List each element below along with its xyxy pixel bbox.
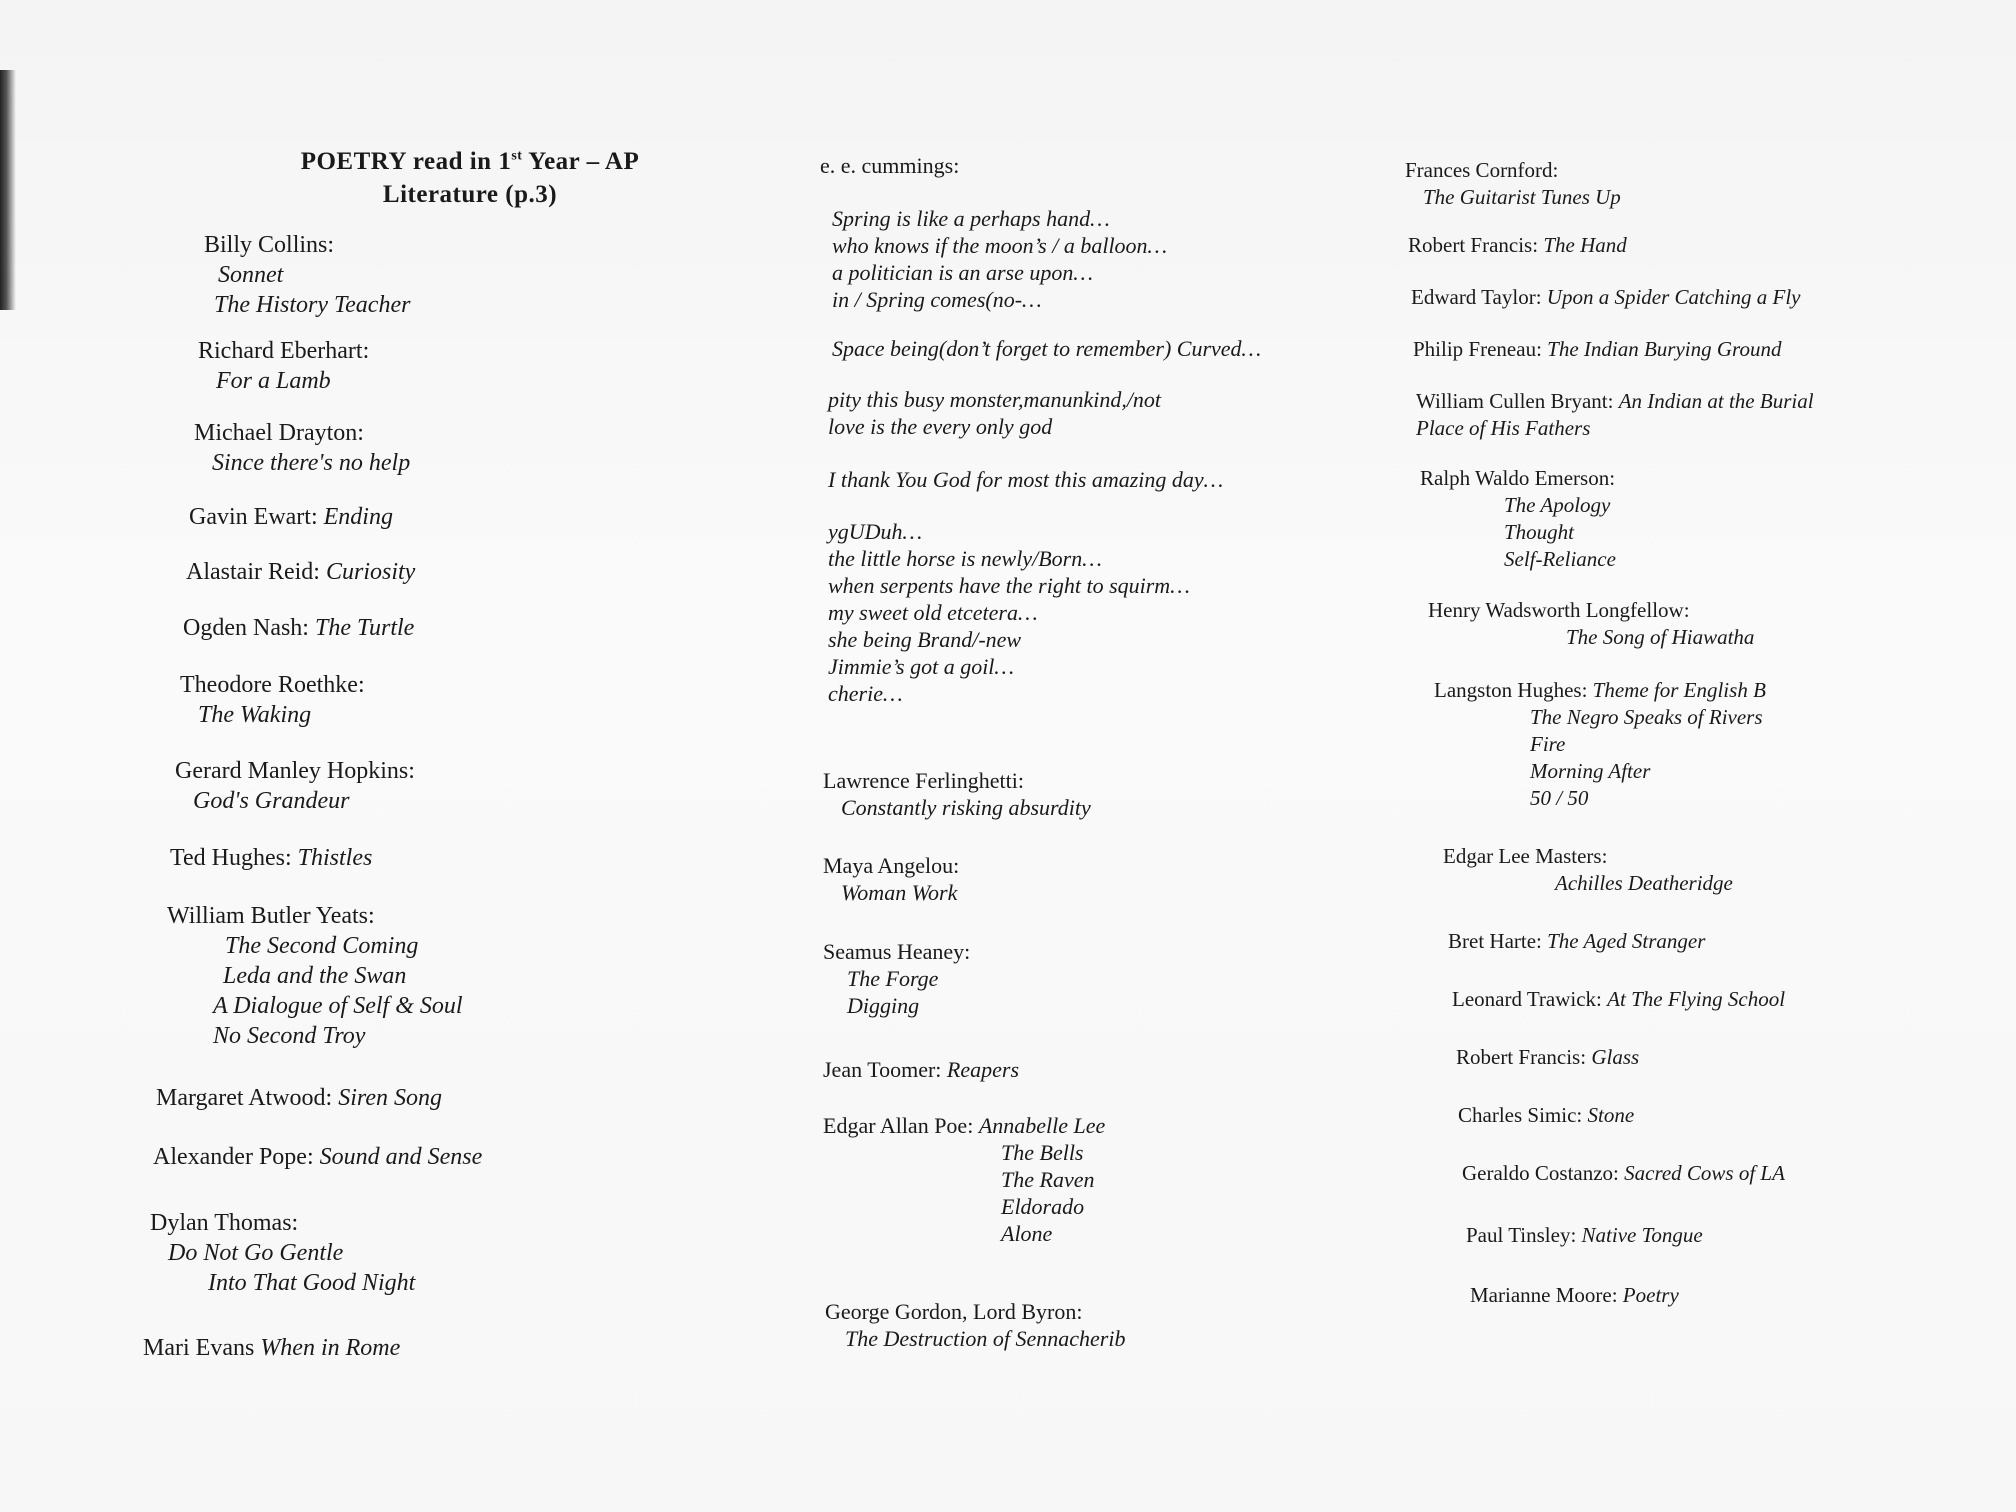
author-name: Ted Hughes: bbox=[170, 845, 292, 871]
entry-heading bbox=[170, 843, 372, 873]
poem-title: Jimmie’s got a goil… bbox=[828, 654, 1014, 679]
author-name: Ralph Waldo Emerson: bbox=[1420, 466, 1616, 490]
poem-title: when serpents have the right to squirm… bbox=[828, 573, 1190, 598]
entry-heading bbox=[825, 1298, 1125, 1325]
poet-entry-ralph-waldo-emerson bbox=[1420, 465, 1616, 573]
entry-heading bbox=[186, 557, 415, 587]
poem-title: The History Teacher bbox=[214, 292, 411, 318]
poem-title: Poetry bbox=[1622, 1283, 1679, 1307]
author-name: Jean Toomer: bbox=[823, 1057, 942, 1082]
poet-entry-philip-freneau bbox=[1413, 336, 1781, 363]
poem-title: she being Brand/-new bbox=[828, 627, 1022, 652]
entry-heading bbox=[1443, 843, 1733, 870]
entry-heading bbox=[1411, 284, 1801, 311]
poet-entry-george-gordon-lord-byron bbox=[825, 1298, 1125, 1352]
poet-entry-edward-taylor bbox=[1411, 284, 1801, 311]
author-name: Billy Collins: bbox=[204, 232, 335, 258]
entry-heading bbox=[153, 1142, 482, 1172]
entry-heading bbox=[1420, 465, 1616, 492]
poem-title: The Destruction of Sennacherib bbox=[845, 1326, 1126, 1351]
poem-title: Glass bbox=[1591, 1045, 1640, 1069]
poem-title: The Negro Speaks of Rivers bbox=[1530, 705, 1763, 729]
author-name: Maya Angelou: bbox=[823, 853, 960, 878]
poem-title: Self-Reliance bbox=[1504, 547, 1616, 571]
poem-title: Annabelle Lee bbox=[978, 1113, 1106, 1138]
poem-title: Eldorado bbox=[1001, 1194, 1085, 1219]
poem-title: Digging bbox=[847, 993, 920, 1018]
poet-entry-william-butler-yeats bbox=[167, 901, 463, 1051]
poem-title: I thank You God for most this amazing day… bbox=[828, 467, 1224, 492]
poet-entry-seamus-heaney bbox=[823, 938, 970, 1019]
poem-title: God's Grandeur bbox=[193, 788, 350, 814]
poem-title: Sacred Cows of LA bbox=[1624, 1161, 1785, 1185]
poet-entry-col2-group-3 bbox=[828, 386, 1161, 440]
author-name: Mari Evans bbox=[143, 1335, 255, 1361]
poem-title: Leda and the Swan bbox=[223, 963, 407, 989]
poem-title: Ending bbox=[323, 504, 393, 530]
poet-entry-bret-harte bbox=[1448, 928, 1705, 955]
entry-heading bbox=[1466, 1222, 1703, 1249]
poem-title: Into That Good Night bbox=[208, 1270, 416, 1296]
poet-entry-henry-wadsworth-longfellow bbox=[1428, 597, 1754, 651]
poem-title: my sweet old etcetera… bbox=[828, 600, 1038, 625]
entry-heading bbox=[823, 1056, 1019, 1083]
poem-title: Since there's no help bbox=[212, 450, 411, 476]
poet-entry-e-e-cummings bbox=[820, 152, 959, 179]
entry-heading bbox=[189, 502, 393, 532]
page-edge-shadow bbox=[0, 70, 16, 310]
poet-entry-leonard-trawick bbox=[1452, 986, 1785, 1013]
poem-title: Curiosity bbox=[325, 559, 416, 585]
poet-entry-maya-angelou bbox=[823, 852, 959, 906]
poem-title: The Forge bbox=[847, 966, 939, 991]
poem-title: The Second Coming bbox=[225, 933, 419, 959]
poem-title: The Raven bbox=[1001, 1167, 1095, 1192]
poem-title: Sonnet bbox=[218, 262, 284, 288]
poem-title: Morning After bbox=[1530, 759, 1651, 783]
poem-title: For a Lamb bbox=[216, 368, 331, 394]
poem-title: The Bells bbox=[1001, 1140, 1084, 1165]
author-name: Theodore Roethke: bbox=[180, 672, 365, 698]
author-name: Dylan Thomas: bbox=[150, 1210, 299, 1236]
poet-entry-margaret-atwood bbox=[156, 1083, 442, 1113]
poem-title: At The Flying School bbox=[1607, 987, 1786, 1011]
poet-entry-lawrence-ferlinghetti bbox=[823, 767, 1091, 821]
poet-entry-col2-group-5 bbox=[828, 518, 1190, 707]
entry-heading bbox=[823, 938, 970, 965]
poem-title: Woman Work bbox=[841, 880, 958, 905]
poem-title: The Apology bbox=[1504, 493, 1611, 517]
poet-entry-charles-simic bbox=[1458, 1102, 1634, 1129]
entry-heading bbox=[175, 756, 415, 786]
entry-heading bbox=[1413, 336, 1781, 363]
poet-entry-theodore-roethke bbox=[180, 670, 365, 730]
poem-title: cherie… bbox=[828, 681, 903, 706]
entry-heading bbox=[1452, 986, 1785, 1013]
title-line-1: POETRY read in 1st Year – AP bbox=[300, 148, 640, 176]
poet-entry-robert-francis bbox=[1456, 1044, 1639, 1071]
author-name: Charles Simic: bbox=[1458, 1103, 1583, 1127]
poem-title: Do Not Go Gentle bbox=[168, 1240, 344, 1266]
poem-title: The Waking bbox=[198, 702, 312, 728]
poet-entry-gerard-manley-hopkins bbox=[175, 756, 415, 816]
poet-entry-ted-hughes bbox=[170, 843, 372, 873]
entry-heading bbox=[820, 152, 959, 179]
entry-heading bbox=[1416, 388, 1814, 415]
poem-title: Reapers bbox=[946, 1057, 1020, 1082]
entry-heading bbox=[823, 767, 1091, 794]
poem-title: a politician is an arse upon… bbox=[832, 260, 1093, 285]
entry-heading bbox=[1405, 157, 1621, 184]
author-name: Alastair Reid: bbox=[186, 559, 320, 585]
poem-title: Alone bbox=[1001, 1221, 1053, 1246]
entry-heading bbox=[194, 418, 410, 448]
poem-title: The Hand bbox=[1543, 233, 1627, 257]
poem-title: Fire bbox=[1530, 732, 1566, 756]
author-name: Robert Francis: bbox=[1408, 233, 1539, 257]
entry-heading bbox=[143, 1333, 400, 1363]
author-name: Paul Tinsley: bbox=[1466, 1223, 1577, 1247]
poet-entry-michael-drayton bbox=[194, 418, 410, 478]
author-name: e. e. cummings: bbox=[820, 153, 960, 178]
author-name: Henry Wadsworth Longfellow: bbox=[1428, 598, 1690, 622]
poem-title: the little horse is newly/Born… bbox=[828, 546, 1102, 571]
poet-entry-col2-group-2 bbox=[832, 335, 1261, 362]
poem-title: who knows if the moon’s / a balloon… bbox=[832, 233, 1168, 258]
author-name: Leonard Trawick: bbox=[1452, 987, 1602, 1011]
author-name: Lawrence Ferlinghetti: bbox=[823, 768, 1024, 793]
poet-entry-richard-eberhart bbox=[198, 336, 369, 396]
poet-entry-billy-collins bbox=[204, 230, 410, 320]
poet-entry-frances-cornford bbox=[1405, 157, 1621, 211]
poet-entry-gavin-ewart bbox=[189, 502, 393, 532]
poem-title: 50 / 50 bbox=[1530, 786, 1589, 810]
author-name: Michael Drayton: bbox=[194, 420, 364, 446]
poet-entry-langston-hughes bbox=[1434, 677, 1766, 812]
poet-entry-edgar-lee-masters bbox=[1443, 843, 1733, 897]
poem-title: Native Tongue bbox=[1581, 1223, 1703, 1247]
poet-entry-alastair-reid bbox=[186, 557, 415, 587]
poem-title: Theme for English B bbox=[1592, 678, 1766, 702]
poem-title: An Indian at the Burial bbox=[1618, 389, 1814, 413]
poem-title: Place of His Fathers bbox=[1416, 416, 1591, 440]
author-name: William Cullen Bryant: bbox=[1416, 389, 1614, 413]
poem-title: Upon a Spider Catching a Fly bbox=[1546, 285, 1801, 309]
poet-entry-col2-group-1 bbox=[832, 205, 1167, 313]
poem-title: Constantly risking absurdity bbox=[841, 795, 1091, 820]
author-name: Gavin Ewart: bbox=[189, 504, 318, 530]
poem-title: Siren Song bbox=[338, 1085, 442, 1111]
author-name: Ogden Nash: bbox=[183, 615, 309, 641]
entry-heading bbox=[180, 670, 365, 700]
poem-title: ygUDuh… bbox=[828, 519, 923, 544]
poem-title: pity this busy monster,manunkind,/not bbox=[828, 387, 1162, 412]
author-name: Gerard Manley Hopkins: bbox=[175, 758, 415, 784]
author-name: George Gordon, Lord Byron: bbox=[825, 1299, 1083, 1324]
author-name: Alexander Pope: bbox=[153, 1144, 314, 1170]
poem-title: The Turtle bbox=[314, 615, 415, 641]
poet-entry-marianne-moore bbox=[1470, 1282, 1679, 1309]
entry-heading bbox=[1448, 928, 1705, 955]
poet-entry-robert-francis bbox=[1408, 232, 1627, 259]
poem-title: No Second Troy bbox=[213, 1023, 366, 1049]
entry-heading bbox=[1428, 597, 1754, 624]
author-name: Philip Freneau: bbox=[1413, 337, 1542, 361]
poem-title: A Dialogue of Self & Soul bbox=[213, 993, 463, 1019]
author-name: Langston Hughes: bbox=[1434, 678, 1588, 702]
page-title bbox=[240, 140, 700, 211]
poem-title: Sound and Sense bbox=[319, 1144, 483, 1170]
poem-title: Stone bbox=[1587, 1103, 1635, 1127]
author-name: William Butler Yeats: bbox=[167, 903, 375, 929]
poet-entry-col2-group-4 bbox=[828, 466, 1223, 493]
entry-heading bbox=[823, 1112, 1105, 1139]
poem-title: love is the every only god bbox=[828, 414, 1053, 439]
entry-heading bbox=[183, 613, 414, 643]
author-name: Seamus Heaney: bbox=[823, 939, 971, 964]
author-name: Marianne Moore: bbox=[1470, 1283, 1618, 1307]
author-name: Margaret Atwood: bbox=[156, 1085, 333, 1111]
poet-entry-mari-evans bbox=[143, 1333, 400, 1363]
entry-heading bbox=[1408, 232, 1627, 259]
poem-title: Spring is like a perhaps hand… bbox=[832, 206, 1110, 231]
entry-heading bbox=[198, 336, 369, 366]
entry-heading bbox=[150, 1208, 415, 1238]
entry-heading bbox=[1470, 1282, 1679, 1309]
poem-title: The Guitarist Tunes Up bbox=[1423, 185, 1621, 209]
poet-entry-alexander-pope bbox=[153, 1142, 482, 1172]
author-name: Edgar Allan Poe: bbox=[823, 1113, 974, 1138]
author-name: Geraldo Costanzo: bbox=[1462, 1161, 1619, 1185]
author-name: Bret Harte: bbox=[1448, 929, 1542, 953]
poet-entry-william-cullen-bryant bbox=[1416, 388, 1814, 442]
poem-title: Thistles bbox=[297, 845, 373, 871]
poem-title: in / Spring comes(no-… bbox=[832, 287, 1042, 312]
poem-title: When in Rome bbox=[260, 1335, 401, 1361]
poem-title: Thought bbox=[1504, 520, 1575, 544]
entry-heading bbox=[167, 901, 463, 931]
poem-title: The Indian Burying Ground bbox=[1547, 337, 1782, 361]
poet-entry-edgar-allan-poe bbox=[823, 1112, 1105, 1247]
entry-heading bbox=[1434, 677, 1766, 704]
entry-heading bbox=[1458, 1102, 1634, 1129]
poet-entry-dylan-thomas bbox=[150, 1208, 415, 1298]
poem-title: The Aged Stranger bbox=[1547, 929, 1706, 953]
author-name: Frances Cornford: bbox=[1405, 158, 1559, 182]
entry-heading bbox=[1456, 1044, 1639, 1071]
author-name: Edward Taylor: bbox=[1411, 285, 1542, 309]
poem-title: The Song of Hiawatha bbox=[1566, 625, 1755, 649]
poem-title: Achilles Deatheridge bbox=[1555, 871, 1733, 895]
entry-heading bbox=[156, 1083, 442, 1113]
author-name: Robert Francis: bbox=[1456, 1045, 1587, 1069]
poet-entry-paul-tinsley bbox=[1466, 1222, 1703, 1249]
entry-heading bbox=[823, 852, 959, 879]
entry-heading bbox=[1462, 1160, 1785, 1187]
author-name: Edgar Lee Masters: bbox=[1443, 844, 1608, 868]
poet-entry-jean-toomer bbox=[823, 1056, 1019, 1083]
poem-title: Space being(don’t forget to remember) Curved… bbox=[832, 336, 1262, 361]
title-line-2: Literature (p.3) bbox=[382, 181, 558, 209]
poet-entry-ogden-nash bbox=[183, 613, 414, 643]
poet-entry-geraldo-costanzo bbox=[1462, 1160, 1785, 1187]
entry-heading bbox=[204, 230, 410, 260]
author-name: Richard Eberhart: bbox=[198, 338, 370, 364]
